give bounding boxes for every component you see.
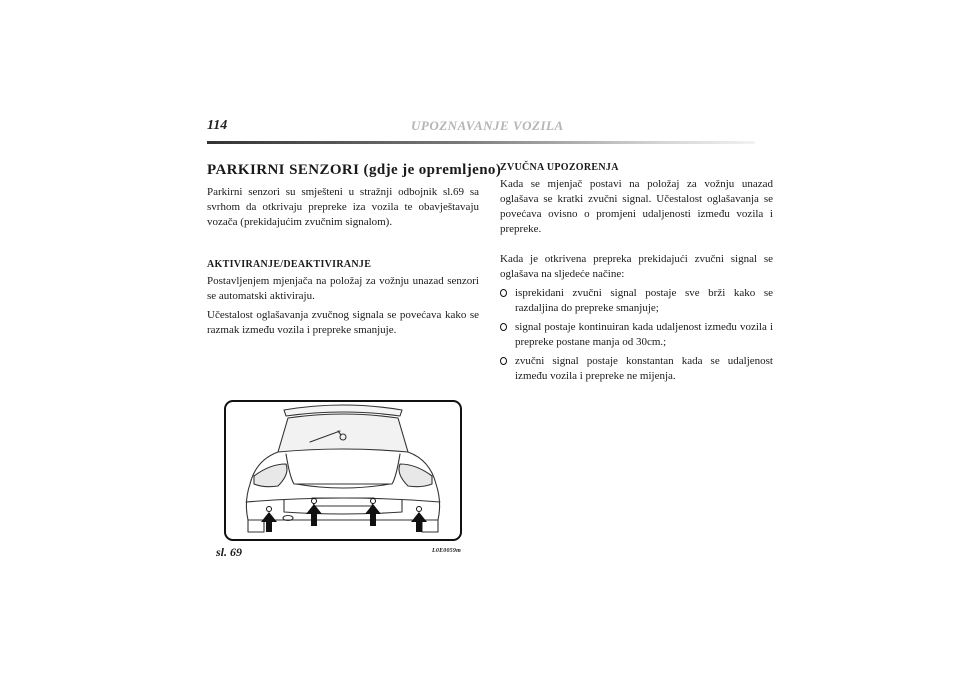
list-item: signal postaje kontinuiran kada udaljenost između vozila i prepreke postane manja od 30cm.; [500, 320, 773, 350]
warnings-heading: ZVUČNA UPOZORENJA [500, 162, 619, 173]
circle-bullet-icon [500, 357, 507, 365]
arrow-up-icon [365, 504, 381, 526]
left-column [207, 162, 502, 342]
car-rear-icon [226, 402, 460, 539]
warnings-paragraph-1: Kada se mjenjač postavi na položaj za vožnju unazad oglašava se kratki zvučni signal. Učestalost oglašavanja se povećava ovisno o promjeni udaljenosti između vozila i prepreke. [500, 178, 773, 235]
arrow-up-icon [261, 512, 277, 532]
section-title: PARKIRNI SENZORI (gdje je opremljeno) [207, 162, 502, 178]
arrow-up-icon [411, 512, 427, 532]
figure-code: L0E0059m [432, 548, 461, 554]
right-column [500, 162, 773, 388]
circle-bullet-icon [500, 323, 507, 331]
intro-paragraph: Parkirni senzori su smješteni u stražnji odbojnik sl.69 sa svrhom da otkrivaju prepreke iza vozila te obavještavaju vozača (prekidajućim zvučnim signalom). [207, 186, 479, 228]
activation-heading: AKTIVIRANJE/DEAKTIVIRANJE [207, 259, 372, 270]
list-item: zvučni signal postaje konstantan kada se udaljenost između vozila i prepreke ne mijenja. [500, 354, 773, 384]
page-number: 114 [207, 118, 228, 133]
arrow-up-icon [306, 504, 322, 526]
warnings-list [500, 286, 773, 384]
activation-paragraph-2: Učestalost oglašavanja zvučnog signala se povećava kako se razmak između vozila i prepreke smanjuje. [207, 309, 479, 336]
header-rule [207, 141, 755, 144]
activation-paragraph-1: Postavljenjem mjenjača na položaj za vožnju unazad senzori se automatski aktiviraju. [207, 275, 479, 302]
list-item: isprekidani zvučni signal postaje sve brži kako se razdaljina do prepreke smanjuje; [500, 286, 773, 316]
figure-parking-sensors [224, 400, 462, 541]
circle-bullet-icon [500, 289, 507, 297]
warnings-paragraph-2: Kada je otkrivena prepreka prekidajući zvučni signal se oglašava na sljedeće načine: [500, 253, 773, 280]
figure-label: sl. 69 [216, 545, 243, 559]
running-title: UPOZNAVANJE VOZILA [411, 118, 564, 133]
